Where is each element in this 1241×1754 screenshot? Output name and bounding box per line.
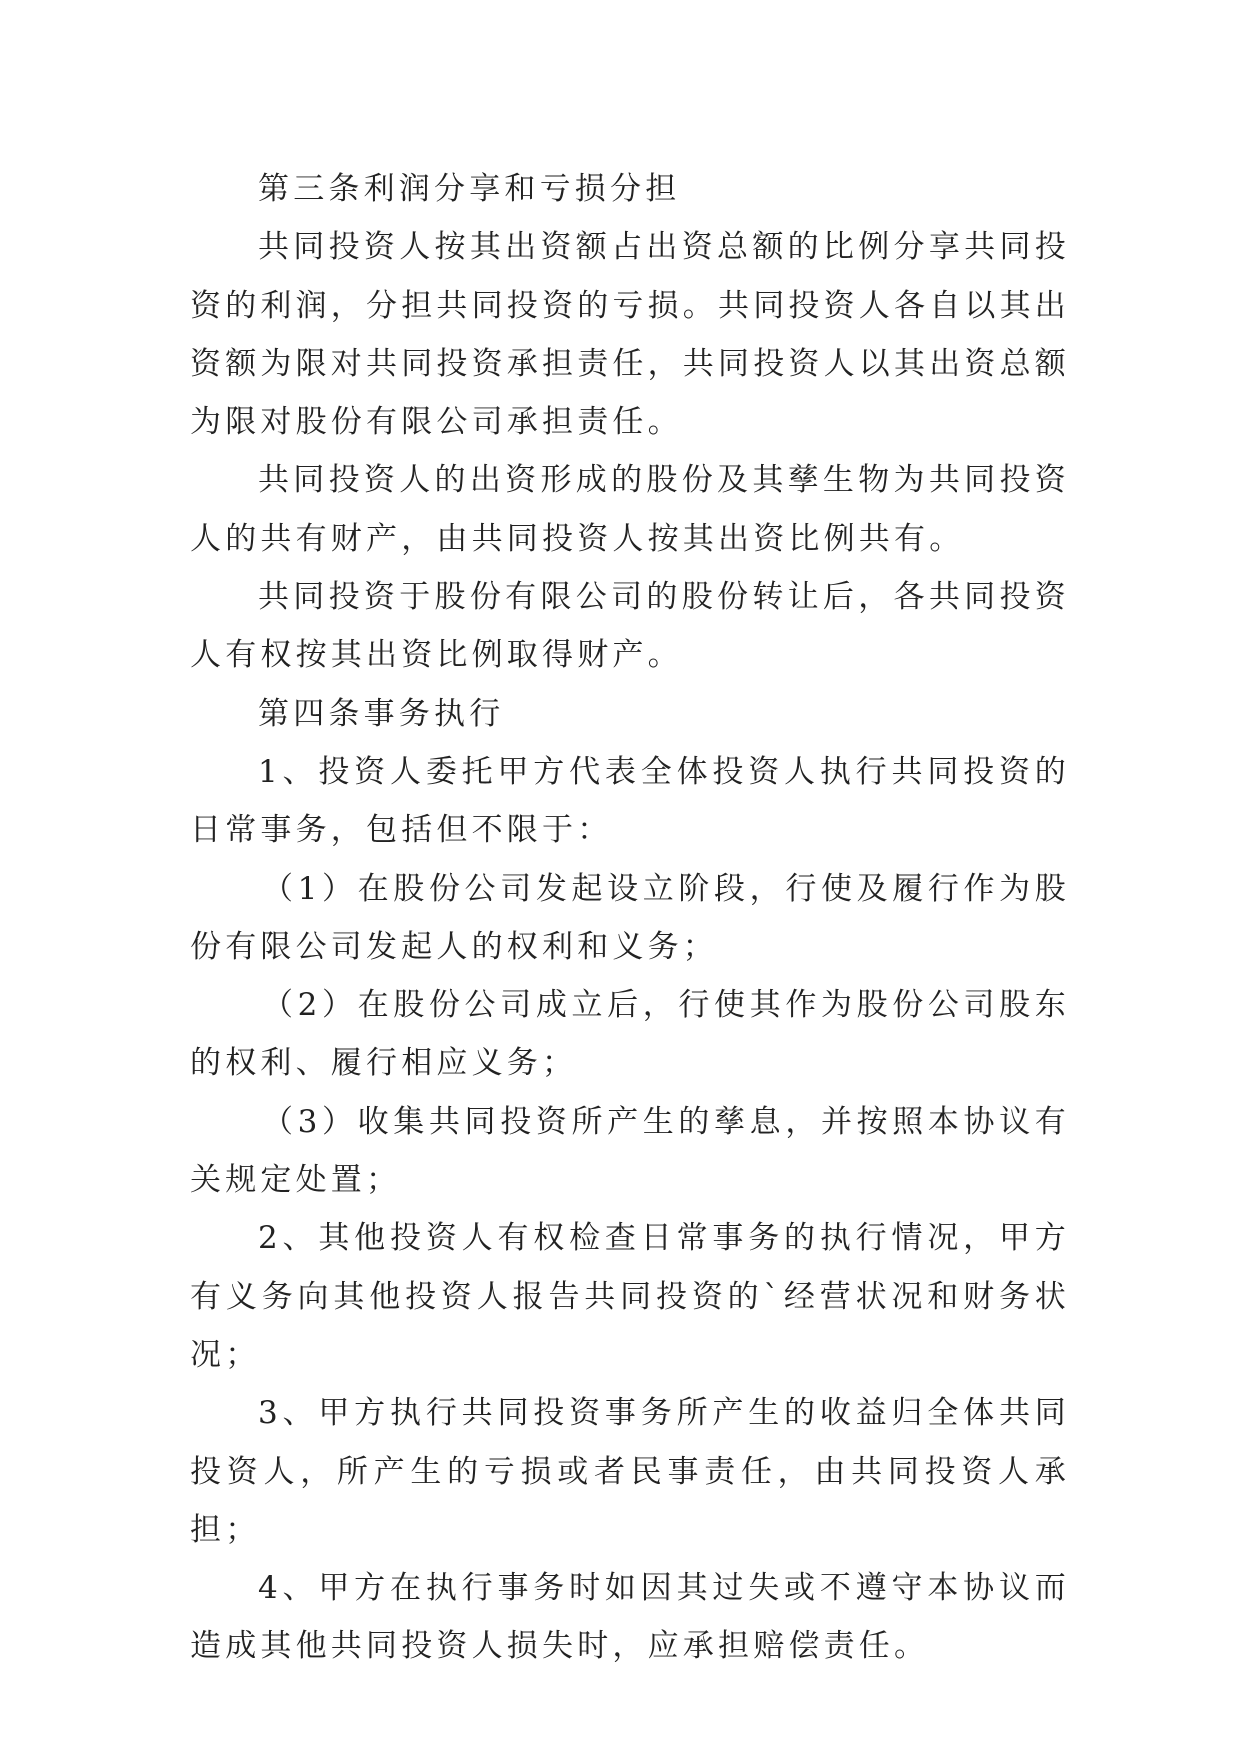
clause-4: 4、甲方在执行事务时如因其过失或不遵守本协议而造成其他共同投资人损失时，应承担赔偿责任。	[190, 1570, 1070, 1665]
paragraph-profit-sharing: 共同投资人按其出资额占出资总额的比例分享共同投资的利润，分担共同投资的亏损。共同投资人各自以其出资额为限对共同投资承担责任，共同投资人以其出资总额为限对股份有限公司承担责任。	[190, 229, 1070, 441]
article-4-heading: 第四条事务执行	[258, 695, 505, 732]
clause-1: 1、投资人委托甲方代表全体投资人执行共同投资的日常事务，包括但不限于：	[190, 753, 1070, 849]
clause-2: 2、其他投资人有权检查日常事务的执行情况，甲方有义务向其他投资人报告共同投资的`经营状况和财务状况；	[190, 1220, 1070, 1373]
article-3-heading: 第三条利润分享和亏损分担	[258, 171, 681, 207]
subclause-3: （3）收集共同投资所产生的孳息，并按照本协议有关规定处置；	[190, 1103, 1070, 1199]
clause-3: 3、甲方执行共同投资事务所产生的收益归全体共同投资人，所产生的亏损或者民事责任，由共同投资人承担；	[190, 1395, 1070, 1548]
document-body	[190, 160, 1070, 1676]
paragraph-share-transfer: 共同投资于股份有限公司的股份转让后，各共同投资人有权按其出资比例取得财产。	[190, 579, 1070, 674]
subclause-2: （2）在股份公司成立后，行使其作为股份公司股东的权利、履行相应义务；	[190, 987, 1070, 1082]
subclause-1: （1）在股份公司发起设立阶段，行使及履行作为股份有限公司发起人的权利和义务；	[190, 870, 1070, 965]
paragraph-common-property: 共同投资人的出资形成的股份及其孳生物为共同投资人的共有财产，由共同投资人按其出资比例共有。	[190, 462, 1070, 557]
